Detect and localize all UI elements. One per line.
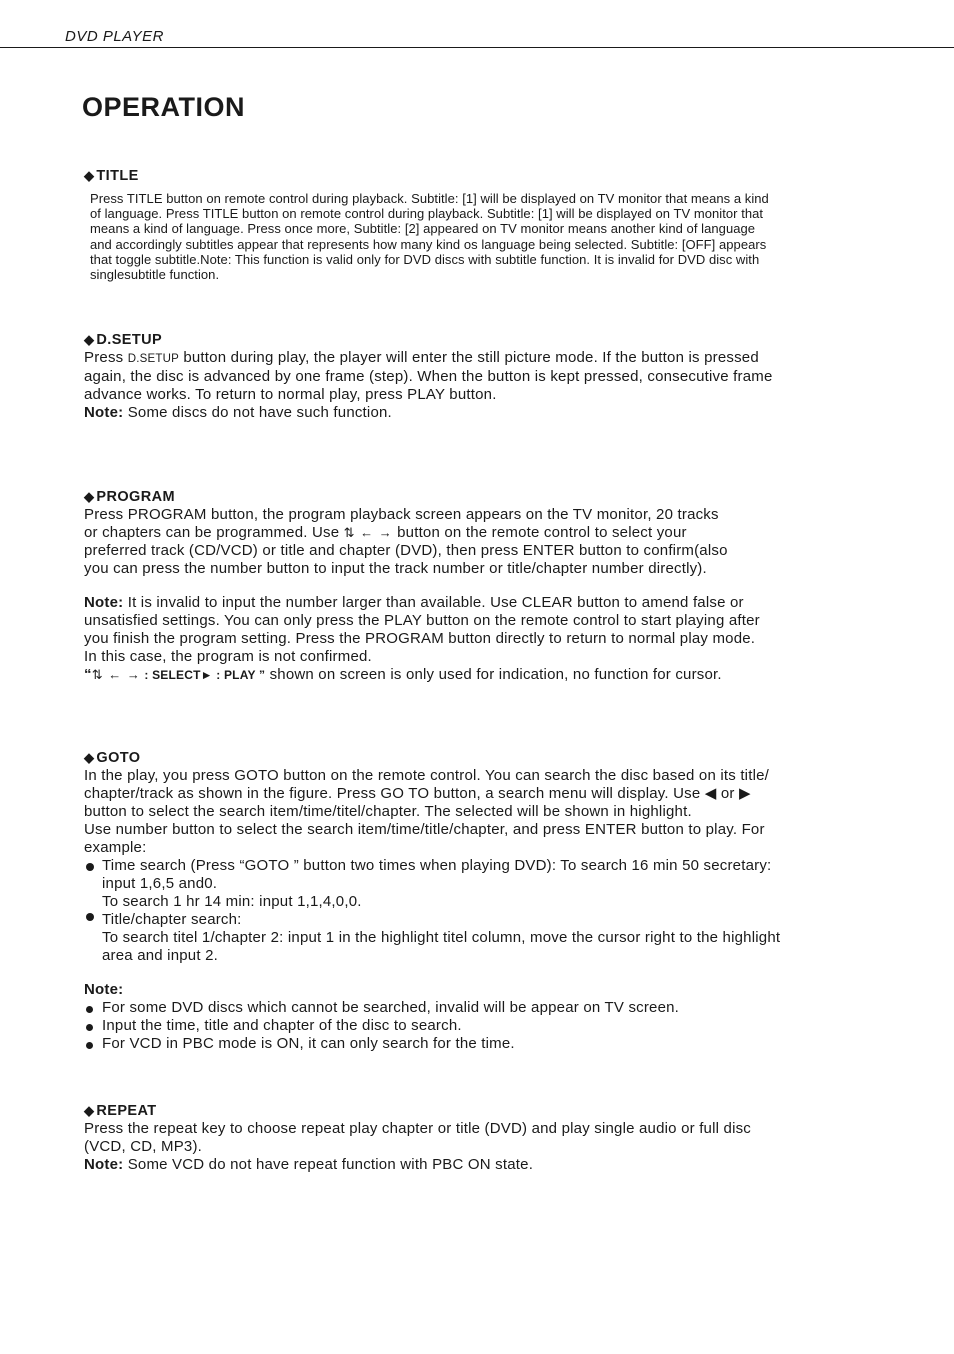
play-triangle-icon: ► <box>200 668 213 682</box>
program-note: Note: It is invalid to input the number larger than available. Use CLEAR button to amend false or <box>84 594 744 611</box>
title-heading: ◆ TITLE <box>84 168 139 184</box>
goto-line: chapter/track as shown in the figure. Press GO TO button, a search menu will display. Use ◀ or ▶ <box>84 785 751 802</box>
bullet-icon <box>86 1042 93 1049</box>
dsetup-line: again, the disc is advanced by one frame (step). When the button is kept pressed, consecutive frame <box>84 368 773 385</box>
repeat-section <box>84 1102 874 1174</box>
program-line: you can press the number button to input the track number or title/chapter number directly). <box>84 560 707 577</box>
goto-note-label: Note: <box>84 981 124 998</box>
goto-bullet-time-search: Time search (Press “GOTO ” button two times when playing DVD): To search 16 min 50 secretary: <box>84 857 874 875</box>
title-paragraph-line: that toggle subtitle.Note: This function is valid only for DVD discs with subtitle function. It is invalid for DVD disc with <box>90 251 760 267</box>
arrow-keys-icon: ⇅ ← → <box>91 667 141 682</box>
header-rule <box>0 47 954 48</box>
goto-bullet-line: To search titel 1/chapter 2: input 1 in the highlight titel column, move the cursor right to the highlight <box>102 929 781 946</box>
page-title: OPERATION <box>82 92 246 122</box>
diamond-icon: ◆ <box>84 168 95 183</box>
program-line: preferred track (CD/VCD) or title and chapter (DVD), then press ENTER button to confirm(also <box>84 542 728 559</box>
title-paragraph-line: of language. Press TITLE button on remote control during playback. Subtitle: [1] will be displayed on TV monitor that <box>90 206 764 222</box>
goto-note-item: Input the time, title and chapter of the disc to search. <box>84 1017 874 1035</box>
goto-line: In the play, you press GOTO button on the remote control. You can search the disc based on its title/ <box>84 767 770 784</box>
repeat-line: Press the repeat key to choose repeat play chapter or title (DVD) and play single audio or full disc <box>84 1120 752 1137</box>
bullet-icon <box>86 913 94 921</box>
dsetup-heading: ◆ D.SETUP <box>84 332 163 348</box>
title-paragraph-line: Press TITLE button on remote control during playback. Subtitle: [1] will be displayed on TV monitor that means a kind <box>90 191 769 206</box>
diamond-icon: ◆ <box>84 1103 95 1118</box>
dsetup-line: advance works. To return to normal play, press PLAY button. <box>84 386 497 403</box>
program-note-line: unsatisfied settings. You can only press the PLAY button on the remote control to start playing after <box>84 612 760 629</box>
diamond-icon: ◆ <box>84 332 95 347</box>
goto-bullet-line: input 1,6,5 and0. <box>102 875 218 892</box>
program-line: or chapters can be programmed. Use ⇅ ← → button on the remote control to select your <box>84 524 687 541</box>
goto-line: example: <box>84 839 147 856</box>
bullet-icon <box>86 1006 93 1013</box>
repeat-line: (VCD, CD, MP3). <box>84 1138 203 1155</box>
program-note-line: you finish the program setting. Press the PROGRAM button directly to return to normal play mode. <box>84 630 756 647</box>
program-heading: ◆ PROGRAM <box>84 489 175 505</box>
running-head: DVD PLAYER <box>65 28 164 45</box>
program-section <box>84 488 874 684</box>
dsetup-section <box>84 331 874 422</box>
title-paragraph-line: singlesubtitle function. <box>90 267 220 283</box>
dsetup-line: Press D.SETUP button during play, the player will enter the still picture mode. If the button is pressed <box>84 349 759 366</box>
bullet-icon <box>86 863 94 871</box>
goto-heading: ◆ GOTO <box>84 750 141 766</box>
goto-bullet-title-search: Title/chapter search: <box>84 911 874 929</box>
goto-note-item: For some DVD discs which cannot be searched, invalid will be appear on TV screen. <box>84 999 874 1017</box>
goto-section <box>84 749 874 1053</box>
repeat-heading: ◆ REPEAT <box>84 1103 157 1119</box>
program-line: Press PROGRAM button, the program playback screen appears on the TV monitor, 20 tracks <box>84 506 719 523</box>
repeat-note: Note: Some VCD do not have repeat function with PBC ON state. <box>84 1156 534 1173</box>
goto-note-item: For VCD in PBC mode is ON, it can only search for the time. <box>84 1035 874 1053</box>
program-note-line: In this case, the program is not confirmed. <box>84 648 372 665</box>
title-section <box>84 167 874 282</box>
goto-bullet-line: To search 1 hr 14 min: input 1,1,4,0,0. <box>102 893 362 910</box>
dsetup-note: Note: Some discs do not have such function. <box>84 404 392 421</box>
diamond-icon: ◆ <box>84 750 95 765</box>
bullet-icon <box>86 1024 93 1031</box>
title-paragraph-line: and accordingly subtitles appear that represents how many kind os language being selected. Subtitle: [OFF] appears <box>90 236 767 252</box>
title-paragraph-line: means a kind of language. Press once more, Subtitle: [2] appeared on TV monitor means another kind of language <box>90 221 756 237</box>
arrow-keys-icon: ⇅ ← → <box>343 525 393 540</box>
diamond-icon: ◆ <box>84 489 95 504</box>
goto-line: button to select the search item/time/titel/chapter. The selected will be shown in highlight. <box>84 803 692 820</box>
goto-line: Use number button to select the search item/time/title/chapter, and press ENTER button to play. For <box>84 821 765 838</box>
goto-bullet-line: area and input 2. <box>102 947 218 964</box>
program-legend: “⇅ ← → : SELECT► : PLAY ” shown on screen is only used for indication, no function for cursor. <box>84 666 722 683</box>
